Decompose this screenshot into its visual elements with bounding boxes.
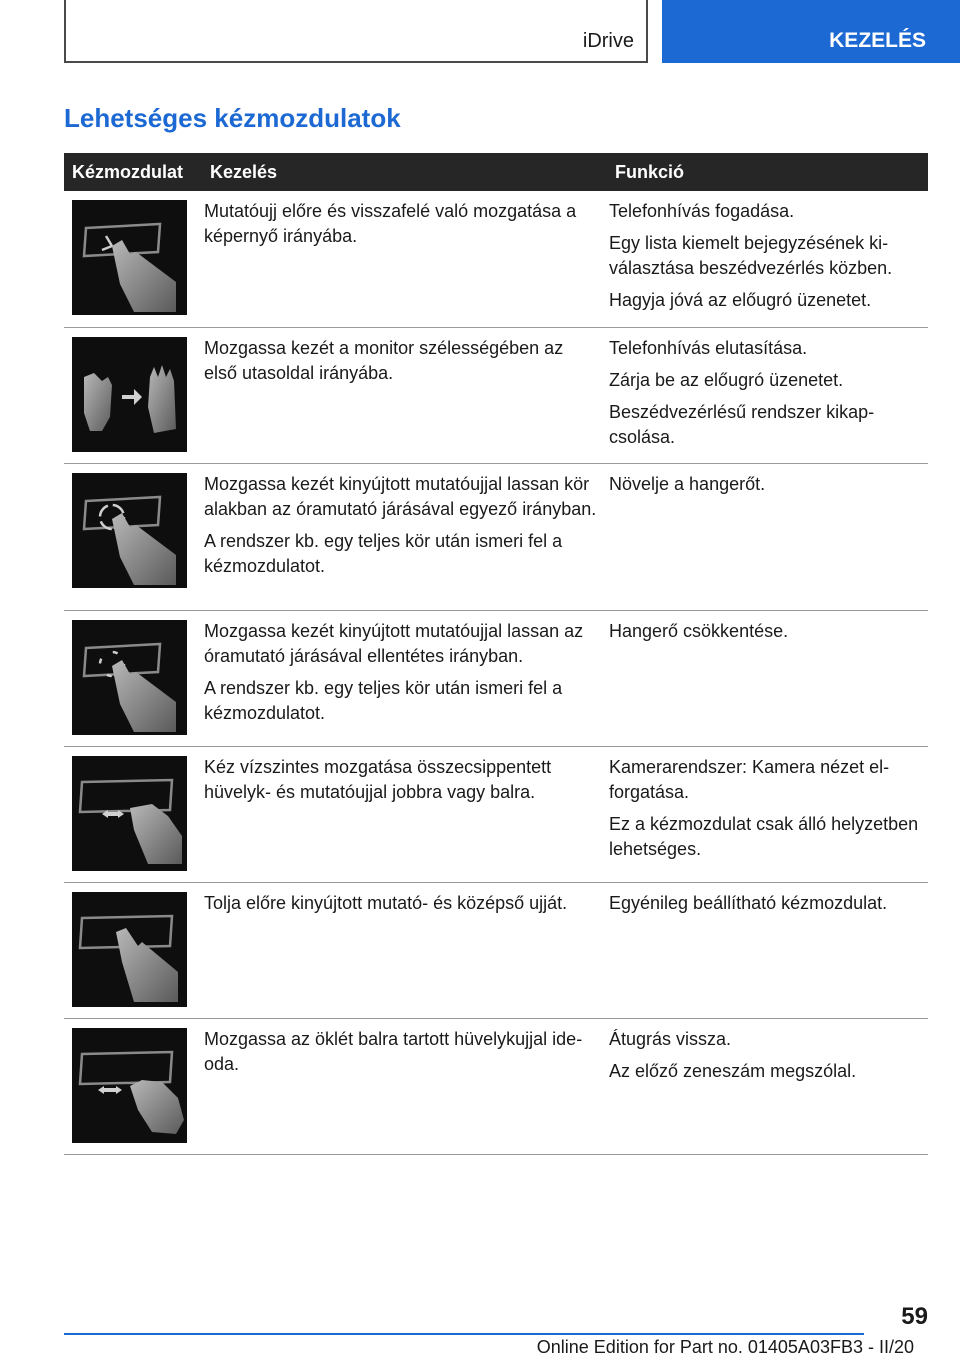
gestures-table (64, 153, 928, 1155)
table-row (64, 1018, 928, 1154)
fist-thumb-swipe-gesture-icon (72, 1028, 187, 1143)
operation-text: Mozgassa kezét kinyújtott mutatóujjal lassan kör alakban az óramutató járásával egyező irányban. (204, 473, 597, 519)
page-title: Lehetséges kézmozdulatok (64, 103, 401, 133)
operation-text: A rendszer kb. egy teljes kör után ismeri fel a kézmozdulatot. (204, 677, 563, 723)
function-text: Hagyja jóvá az előugró üzenetet. (609, 290, 872, 310)
circle-clockwise-gesture-icon (72, 473, 187, 588)
circle-counterclockwise-gesture-icon (72, 620, 187, 735)
function-text: Telefonhívás fogadása. (609, 201, 795, 221)
col-header-function: Funkció (607, 153, 928, 191)
operation-text: Kéz vízszintes mozgatása összecsippentett hüvelyk- és mutatóujjal jobbra vagy balra. (204, 756, 552, 802)
table-row (64, 463, 928, 610)
operation-text: Mutatóujj előre és visszafelé való mozgatása a képernyő irányába. (204, 201, 577, 246)
footer-edition-text: Online Edition for Part no. 01405A03FB3 - II/20 (536, 1337, 914, 1357)
col-header-operation: Kezelés (202, 153, 607, 191)
col-header-gesture: Kézmozdulat (64, 153, 202, 191)
operation-text: Tolja előre kinyújtott mutató- és középső ujját. (204, 892, 568, 913)
function-text: Egyénileg beállítható kézmozdulat. (609, 892, 888, 913)
table-row (64, 746, 928, 882)
header-section-box (64, 0, 648, 63)
table-row (64, 327, 928, 463)
function-text: Átugrás vissza. (609, 1028, 732, 1049)
operation-text: A rendszer kb. egy teljes kör után ismeri fel a kézmozdulatot. (204, 530, 563, 576)
table-row (64, 191, 928, 327)
pinch-swipe-gesture-icon (72, 756, 187, 871)
function-text: Telefonhívás elutasítása. (609, 337, 808, 358)
page-number: 59 (901, 1303, 928, 1330)
function-text: Egy lista kiemelt bejegyzésének kiválasztása beszédvezérlés közben. (609, 233, 893, 278)
function-text: Zárja be az előugró üzenetet. (609, 369, 844, 390)
table-row (64, 882, 928, 1018)
operation-text: Mozgassa kezét kinyújtott mutatóujjal lassan az óramutató járásával ellentétes irányban. (204, 620, 584, 666)
function-text: Ez a kézmozdulat csak álló helyzetben lehetséges. (609, 813, 919, 859)
swipe-forward-back-gesture-icon (72, 200, 187, 315)
two-finger-point-gesture-icon (72, 892, 187, 1007)
header-chapter-tab (662, 0, 960, 63)
table-row (64, 610, 928, 746)
operation-text: Mozgassa kezét a monitor szélességében az első utasoldal irányába. (204, 337, 564, 383)
operation-text: Mozgassa az öklét balra tartott hüvelykujjal ide-oda. (204, 1028, 583, 1074)
function-text: Az előző zeneszám megszólal. (609, 1060, 857, 1081)
function-text: Növelje a hangerőt. (609, 473, 766, 494)
hand-swipe-right-gesture-icon (72, 337, 187, 452)
header-section-label: iDrive (582, 30, 634, 52)
function-text: Beszédvezérlésű rendszer kikapcsolása. (609, 401, 875, 447)
header-chapter-label: KEZELÉS (829, 29, 926, 52)
footer-divider (64, 1333, 864, 1335)
function-text: Kamerarendszer: Kamera nézet elforgatása. (609, 756, 890, 802)
function-text: Hangerő csökkentése. (609, 620, 789, 641)
table-header-row (64, 153, 928, 191)
